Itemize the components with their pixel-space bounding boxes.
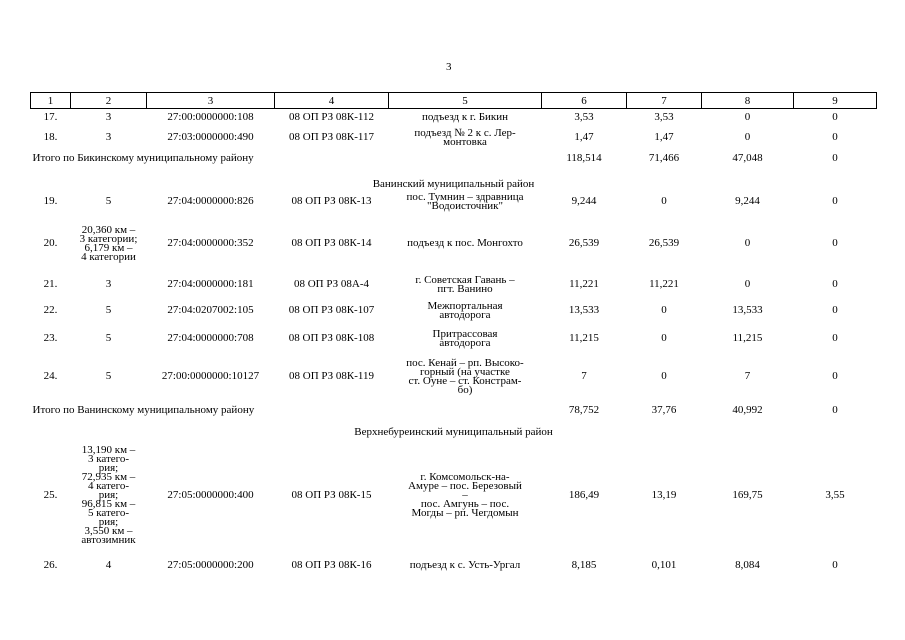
length-total: 11,215	[569, 332, 599, 344]
length-col-8: 13,533	[732, 304, 763, 316]
road-category: 13,190 км – 3 катего- рия; 72,935 км – 4 катего- рия; 96,815 км – 5 катего- рия; 3,550 км – автозимник	[81, 444, 136, 546]
road-name: Притрассовая автодорога	[432, 327, 498, 349]
road-category: 3	[105, 278, 112, 290]
table-row	[31, 297, 877, 325]
row-number: 19.	[43, 195, 58, 207]
road-category: 5	[105, 332, 112, 344]
column-header: 6	[542, 93, 627, 109]
length-col-7: 26,539	[648, 237, 680, 249]
cadastral-number: 27:04:0000000:181	[167, 278, 254, 290]
road-name: Межпортальная автодорога	[427, 299, 503, 321]
road-id: 08 ОП РЗ 08К-14	[291, 237, 372, 249]
row-number: 24.	[43, 370, 58, 382]
table-row	[31, 353, 877, 401]
column-header: 9	[794, 93, 877, 109]
cadastral-number: 27:04:0000000:352	[167, 237, 254, 249]
length-col-7: 11,221	[649, 278, 679, 290]
length-total: 186,49	[568, 489, 600, 501]
length-col-8: 7	[744, 370, 751, 382]
table-row	[31, 109, 877, 127]
row-number: 21.	[43, 278, 58, 290]
road-category: 3	[105, 131, 112, 143]
column-header: 4	[275, 93, 389, 109]
total-col-9: 0	[832, 152, 838, 164]
length-col-8: 0	[744, 131, 751, 143]
table-row	[31, 189, 877, 215]
length-col-7: 3,53	[654, 111, 674, 124]
table-row	[31, 215, 877, 273]
length-col-9: 0	[832, 559, 838, 571]
road-name: пос. Кенай – рп. Высоко- горный (на участке ст. Оуне – ст. Констрам- бо)	[406, 356, 524, 396]
length-total: 26,539	[568, 237, 600, 249]
length-col-7: 13,19	[651, 489, 677, 501]
road-id: 08 ОП РЗ 08К-112	[289, 111, 374, 124]
road-category: 5	[105, 195, 112, 207]
total-row	[31, 401, 877, 421]
length-col-8: 8,084	[735, 559, 760, 571]
road-id: 08 ОП РЗ 08А-4	[293, 278, 369, 290]
row-number: 25.	[43, 489, 58, 501]
road-id: 08 ОП РЗ 08К-107	[288, 304, 375, 316]
length-col-9: 0	[832, 237, 838, 249]
length-col-8: 169,75	[732, 489, 763, 501]
column-header-row	[31, 93, 877, 109]
total-col-7: 71,466	[648, 152, 680, 164]
road-name: подъезд к пос. Монгохто	[407, 237, 523, 249]
length-col-9: 0	[832, 370, 838, 382]
length-total: 3,53	[574, 111, 594, 124]
length-total: 1,47	[574, 131, 594, 143]
total-row	[31, 149, 877, 169]
length-col-8: 0	[744, 111, 751, 124]
table-row	[31, 325, 877, 353]
table-row	[31, 555, 877, 577]
length-col-8: 11,215	[732, 332, 763, 344]
road-id: 08 ОП РЗ 08К-119	[289, 370, 374, 382]
length-col-7: 0	[661, 195, 667, 207]
column-header: 8	[702, 93, 794, 109]
length-col-7: 0	[661, 332, 667, 344]
road-id: 08 ОП РЗ 08К-15	[291, 489, 372, 501]
length-col-8: 9,244	[735, 195, 760, 207]
road-name: подъезд № 2 к с. Лер- монтовка	[414, 126, 516, 148]
table-row	[31, 437, 877, 555]
road-name: г. Комсомольск-на- Амуре – пос. Березовый – пос. Амгунь – пос. Могды – рп. Чегдомын	[408, 471, 522, 519]
length-col-8: 0	[744, 278, 751, 290]
column-header: 1	[31, 93, 71, 109]
total-col-8: 47,048	[732, 152, 763, 164]
length-col-7: 0,101	[651, 559, 677, 571]
total-length: 118,514	[566, 152, 602, 164]
length-col-7: 1,47	[654, 131, 674, 143]
road-category: 5	[105, 304, 112, 316]
road-table	[30, 92, 877, 577]
road-name: подъезд к с. Усть-Ургал	[409, 559, 521, 571]
total-col-7: 37,76	[651, 404, 677, 416]
cadastral-number: 27:05:0000000:400	[167, 489, 254, 501]
road-name: г. Советская Гавань – пгт. Ванино	[415, 273, 515, 295]
road-category: 3	[105, 111, 112, 124]
total-label: Итого по Ванинскому муниципальному району	[32, 404, 255, 416]
row-number: 17.	[43, 111, 58, 124]
road-name: подъезд к г. Бикин	[421, 111, 509, 124]
cadastral-number: 27:00:0000000:108	[167, 111, 254, 124]
cadastral-number: 27:05:0000000:200	[167, 559, 254, 571]
total-col-8: 40,992	[732, 404, 763, 416]
row-number: 26.	[43, 559, 58, 571]
table-body	[31, 93, 877, 577]
road-category: 5	[105, 370, 112, 382]
road-id: 08 ОП РЗ 08К-13	[291, 195, 372, 207]
row-number: 20.	[43, 237, 58, 249]
cadastral-number: 27:04:0000000:708	[167, 332, 254, 344]
cadastral-number: 27:00:0000000:10127	[161, 370, 260, 382]
length-total: 9,244	[571, 195, 597, 207]
length-total: 8,185	[571, 559, 597, 571]
length-col-7: 0	[661, 304, 667, 316]
district-heading-row	[31, 169, 877, 189]
length-col-9: 0	[832, 304, 838, 316]
cadastral-number: 27:04:0000000:826	[167, 195, 254, 207]
column-header: 2	[71, 93, 147, 109]
road-id: 08 ОП РЗ 08К-16	[291, 559, 372, 571]
column-header: 3	[147, 93, 275, 109]
table-row	[31, 273, 877, 297]
cadastral-number: 27:03:0000000:490	[167, 131, 254, 143]
total-col-9: 0	[832, 404, 838, 416]
road-id: 08 ОП РЗ 08К-108	[288, 332, 375, 344]
length-col-9: 3,55	[825, 489, 845, 501]
total-length: 78,752	[568, 404, 600, 416]
length-col-7: 0	[661, 370, 667, 382]
road-id: 08 ОП РЗ 08К-117	[289, 131, 374, 143]
column-header: 7	[627, 93, 702, 109]
cadastral-number: 27:04:0207002:105	[167, 304, 254, 316]
length-col-9: 0	[832, 111, 838, 124]
length-total: 7	[581, 370, 587, 382]
row-number: 18.	[43, 131, 58, 143]
row-number: 22.	[43, 304, 58, 316]
row-number: 23.	[43, 332, 58, 344]
length-col-9: 0	[832, 195, 838, 207]
total-label: Итого по Бикинскому муниципальному району	[32, 152, 254, 164]
road-name: пос. Тумнин – здравница "Водоисточник"	[406, 190, 524, 212]
column-header: 5	[389, 93, 542, 109]
district-heading-row	[31, 421, 877, 437]
table-row	[31, 127, 877, 149]
page-number: 3	[446, 61, 452, 73]
length-total: 11,221	[569, 278, 599, 290]
district-heading: Ванинский муниципальный район	[372, 177, 535, 190]
length-col-8: 0	[744, 237, 751, 249]
length-col-9: 0	[832, 131, 838, 143]
road-category: 4	[105, 559, 112, 571]
district-heading: Верхнебуреинский муниципальный район	[354, 425, 553, 438]
length-col-9: 0	[832, 278, 838, 290]
length-total: 13,533	[568, 304, 600, 316]
road-category: 20,360 км – 3 категории; 6,179 км – 4 категории	[79, 223, 138, 263]
length-col-9: 0	[832, 332, 838, 344]
